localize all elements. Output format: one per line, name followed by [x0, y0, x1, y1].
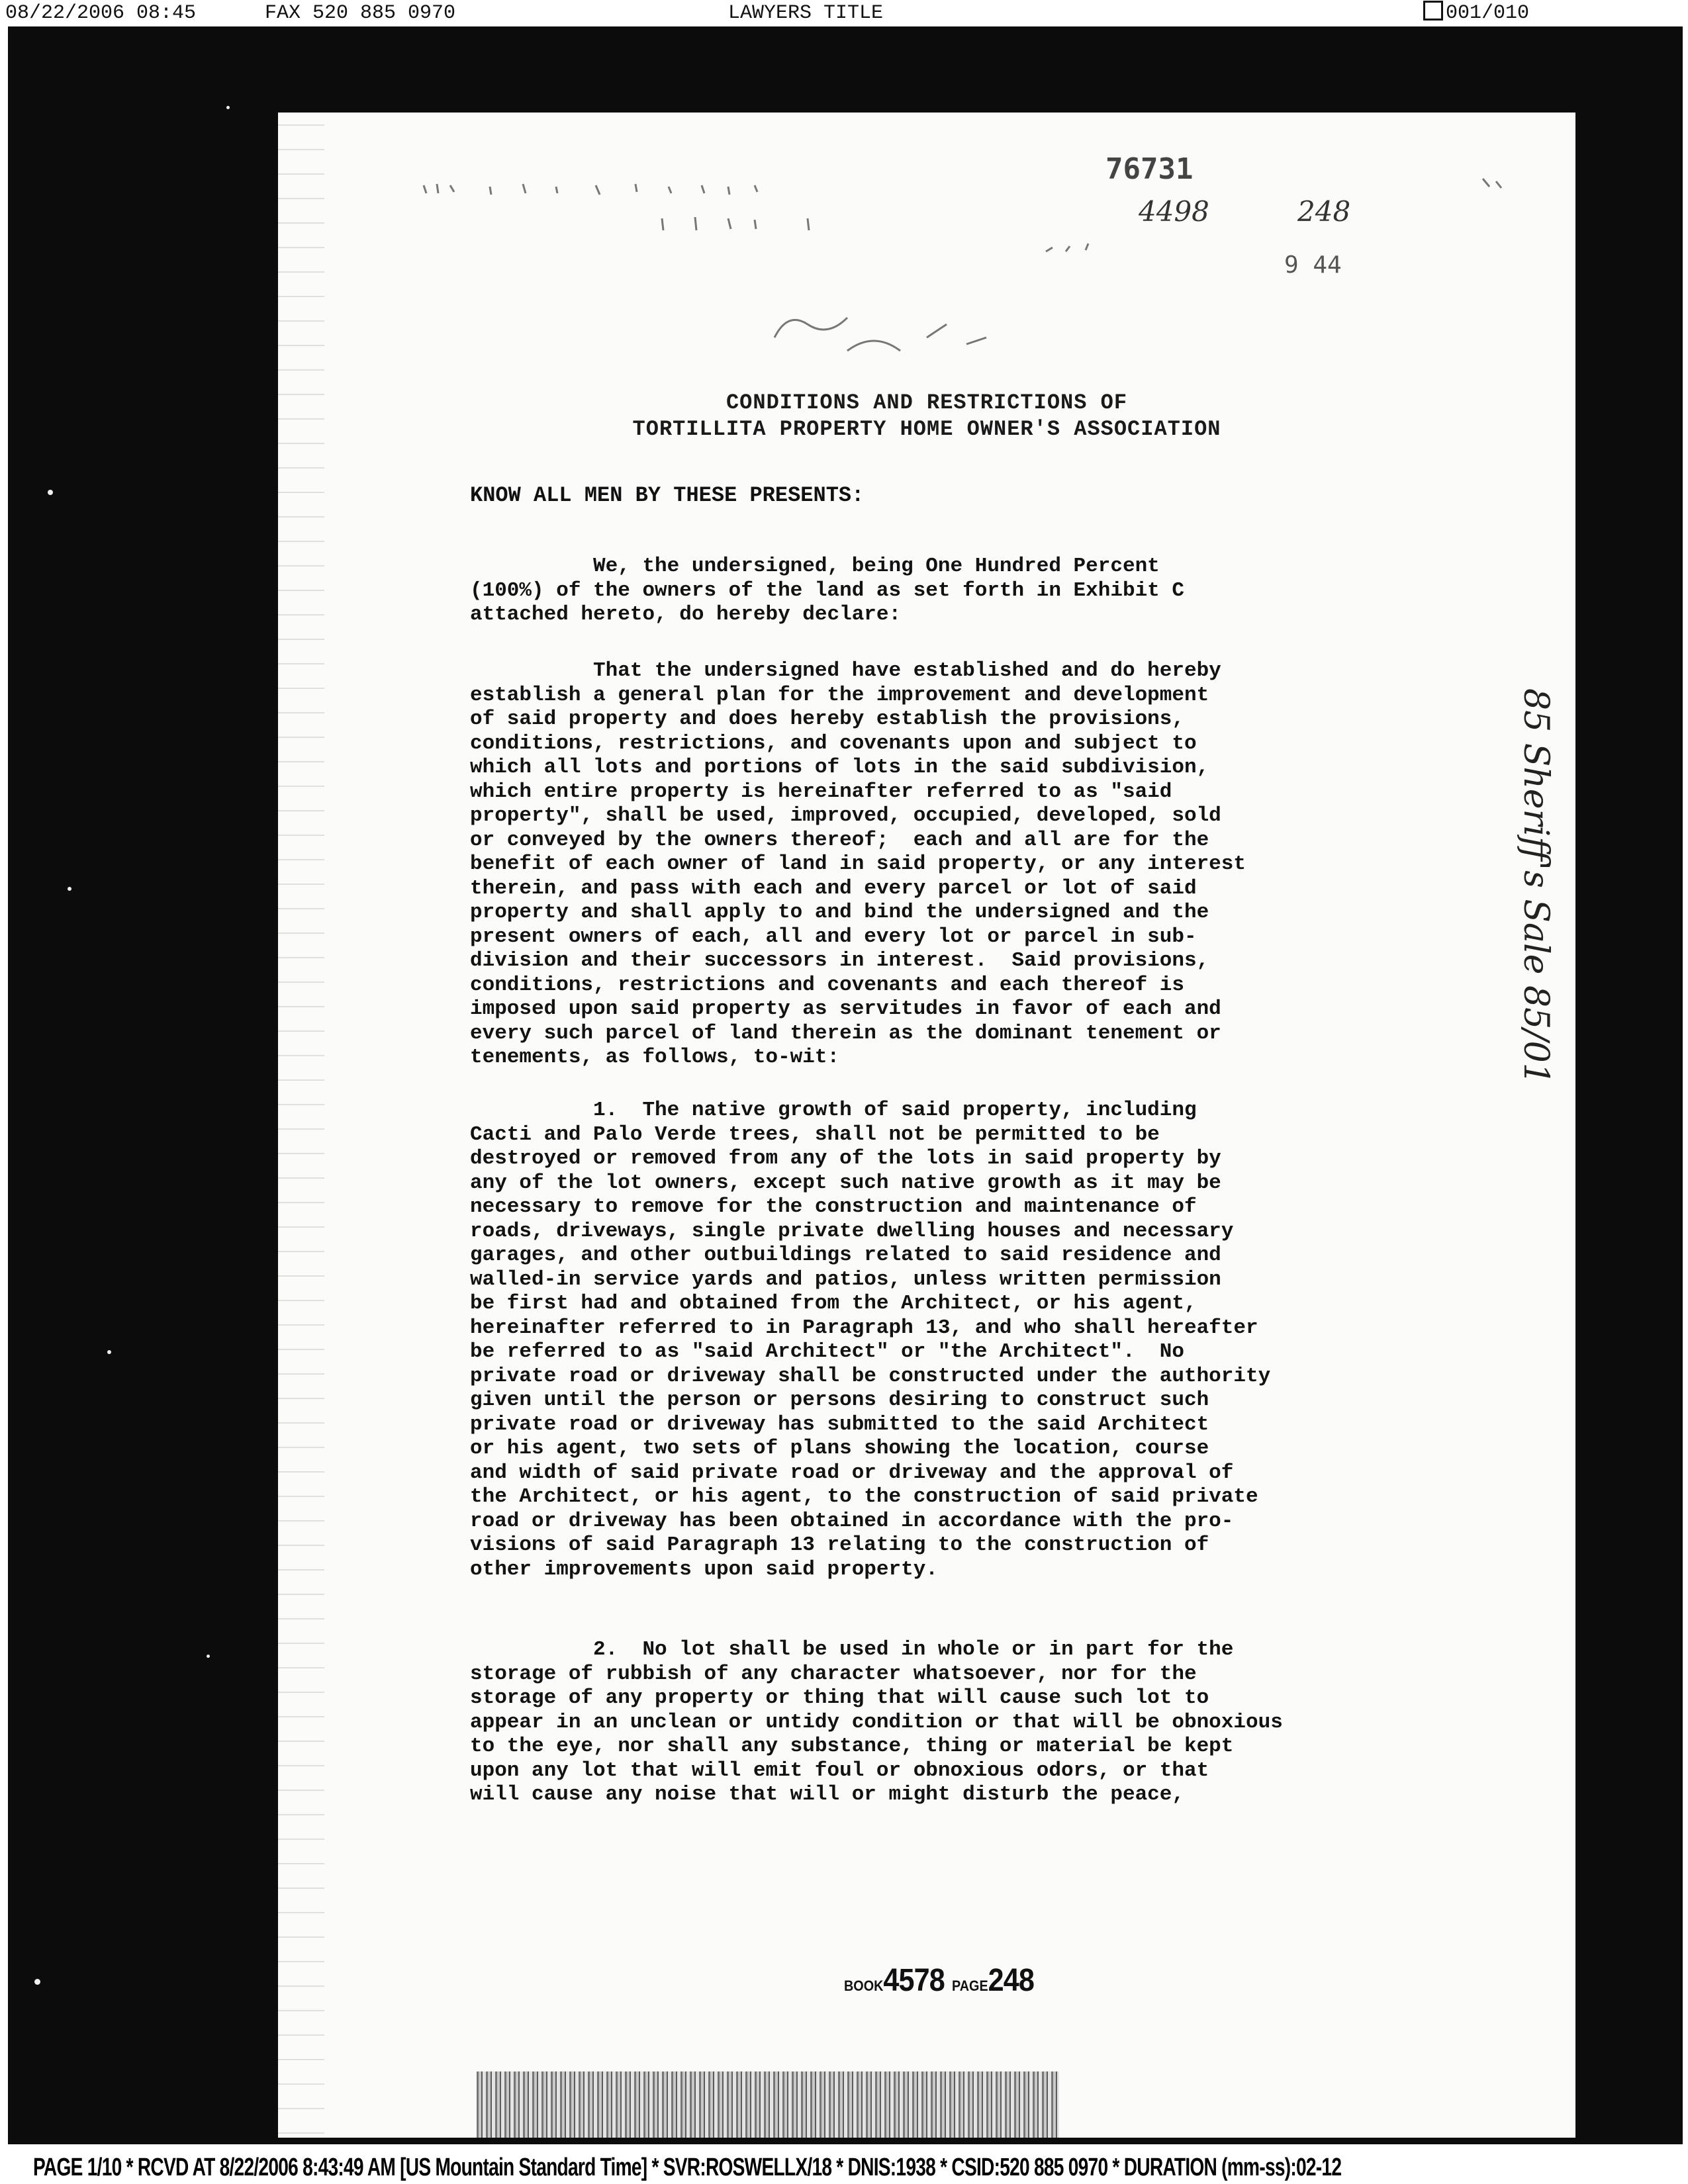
fax-page-count: 001/010	[1423, 0, 1529, 26]
scan-speck	[68, 887, 71, 891]
scan-speck	[48, 490, 53, 495]
fax-sender: LAWYERS TITLE	[728, 2, 884, 24]
paragraph-declaration: That the undersigned have established and do hereby establish a general plan for the improvement and development of said property and does hereby establish the provisions, conditions, restrictions, and covenants upon and subject to which all lots and portions of lots in the said subdivision, which entire property is hereinafter referred to as "said property", shall be used, improved, occupied, developed, sold or conveyed by the owners thereof; each and all are for the benefit of each owner of land in said property, or any interest therein, and pass with each and every parcel or lot of said property and shall apply to and bind the undersigned and the present owners of each, all and every lot or parcel in sub- division and their successors in interest. Said provisions, conditions, restrictions and covenants and each thereof is imposed upon said property as servitudes in favor of each and every such parcel of land therein as the dominant tenement or tenements, as follows, to-wit:	[470, 659, 1246, 1069]
fax-footer	[33, 2151, 1410, 2184]
recording-doc-number: 76731	[1105, 152, 1194, 186]
scan-speck	[107, 1350, 111, 1354]
salutation: KNOW ALL MEN BY THESE PRESENTS:	[470, 483, 865, 508]
scan-speck	[226, 106, 230, 109]
fax-header	[0, 0, 1688, 26]
paragraph-preamble: We, the undersigned, being One Hundred Percent (100%) of the owners of the land as set forth in Exhibit C attached hereto, do hereby declare:	[470, 555, 1184, 626]
page-number: 248	[988, 1963, 1035, 1998]
page-label: PAGE	[952, 1978, 988, 1994]
scan-speck	[34, 1979, 40, 1985]
recording-handwritten-page: 248	[1297, 195, 1351, 228]
fax-datetime: 08/22/2006 08:45	[5, 2, 197, 24]
margin-handwritten-note: 85 Sheriff's Sale 85/01	[1516, 688, 1556, 1085]
checkbox-icon	[1423, 1, 1443, 21]
book-number: 4578	[883, 1963, 945, 1998]
scan-speck	[207, 1655, 210, 1658]
document-page	[278, 113, 1575, 2138]
scan-edge-noise	[278, 113, 324, 2138]
recording-time: 9 44	[1284, 251, 1342, 279]
recording-handwritten-book: 4498	[1139, 195, 1209, 228]
paragraph-2-storage: 2. No lot shall be used in whole or in part for the storage of rubbish of any character whatsoever, nor for the storage of any property or thing that will cause such lot to appear in an unclean or untidy condition or that will be obnoxious to the eye, nor shall any substance, thing or material be kept upon any lot that will emit foul or obnoxious odors, or that will cause any noise that will or might disturb the peace,	[470, 1638, 1283, 1806]
scan-artifact	[477, 2071, 1059, 2138]
book-label: BOOK	[844, 1978, 884, 1994]
document-title-line1: CONDITIONS AND RESTRICTIONS OF	[726, 390, 1128, 415]
fax-number: FAX 520 885 0970	[265, 2, 456, 24]
book-page-reference	[844, 1962, 1034, 1999]
document-title-line2: TORTILLITA PROPERTY HOME OWNER'S ASSOCIATION	[632, 417, 1221, 441]
paragraph-1-native-growth: 1. The native growth of said property, including Cacti and Palo Verde trees, shall not be permitted to be destroyed or removed from any of the lots in said property by any of the lot owners, except such native growth as it may be necessary to remove for the construction and maintenance of roads, driveways, single private dwelling houses and necessary garages, and other outbuildings related to said residence and walled-in service yards and patios, unless written permission be first had and obtained from the Architect, or his agent, hereinafter referred to in Paragraph 13, and who shall hereafter be referred to as "said Architect" or "the Architect". No private road or driveway shall be constructed under the authority given until the person or persons desiring to construct such private road or driveway has submitted to the said Architect or his agent, two sets of plans showing the location, course and width of said private road or driveway and the approval of the Architect, or his agent, to the construction of said private road or driveway has been obtained in accordance with the pro- visions of said Paragraph 13 relating to the construction of other improvements upon said property.	[470, 1099, 1271, 1581]
fax-footer-text: PAGE 1/10 * RCVD AT 8/22/2006 8:43:49 AM [US Mountain Standard Time] * SVR:ROSWELLX/18 * DNIS:1938 * CSID:520 885 0970 * DURATION (mm-ss):02-12	[33, 2154, 1342, 2181]
recording-stamp-marks	[384, 172, 1509, 384]
